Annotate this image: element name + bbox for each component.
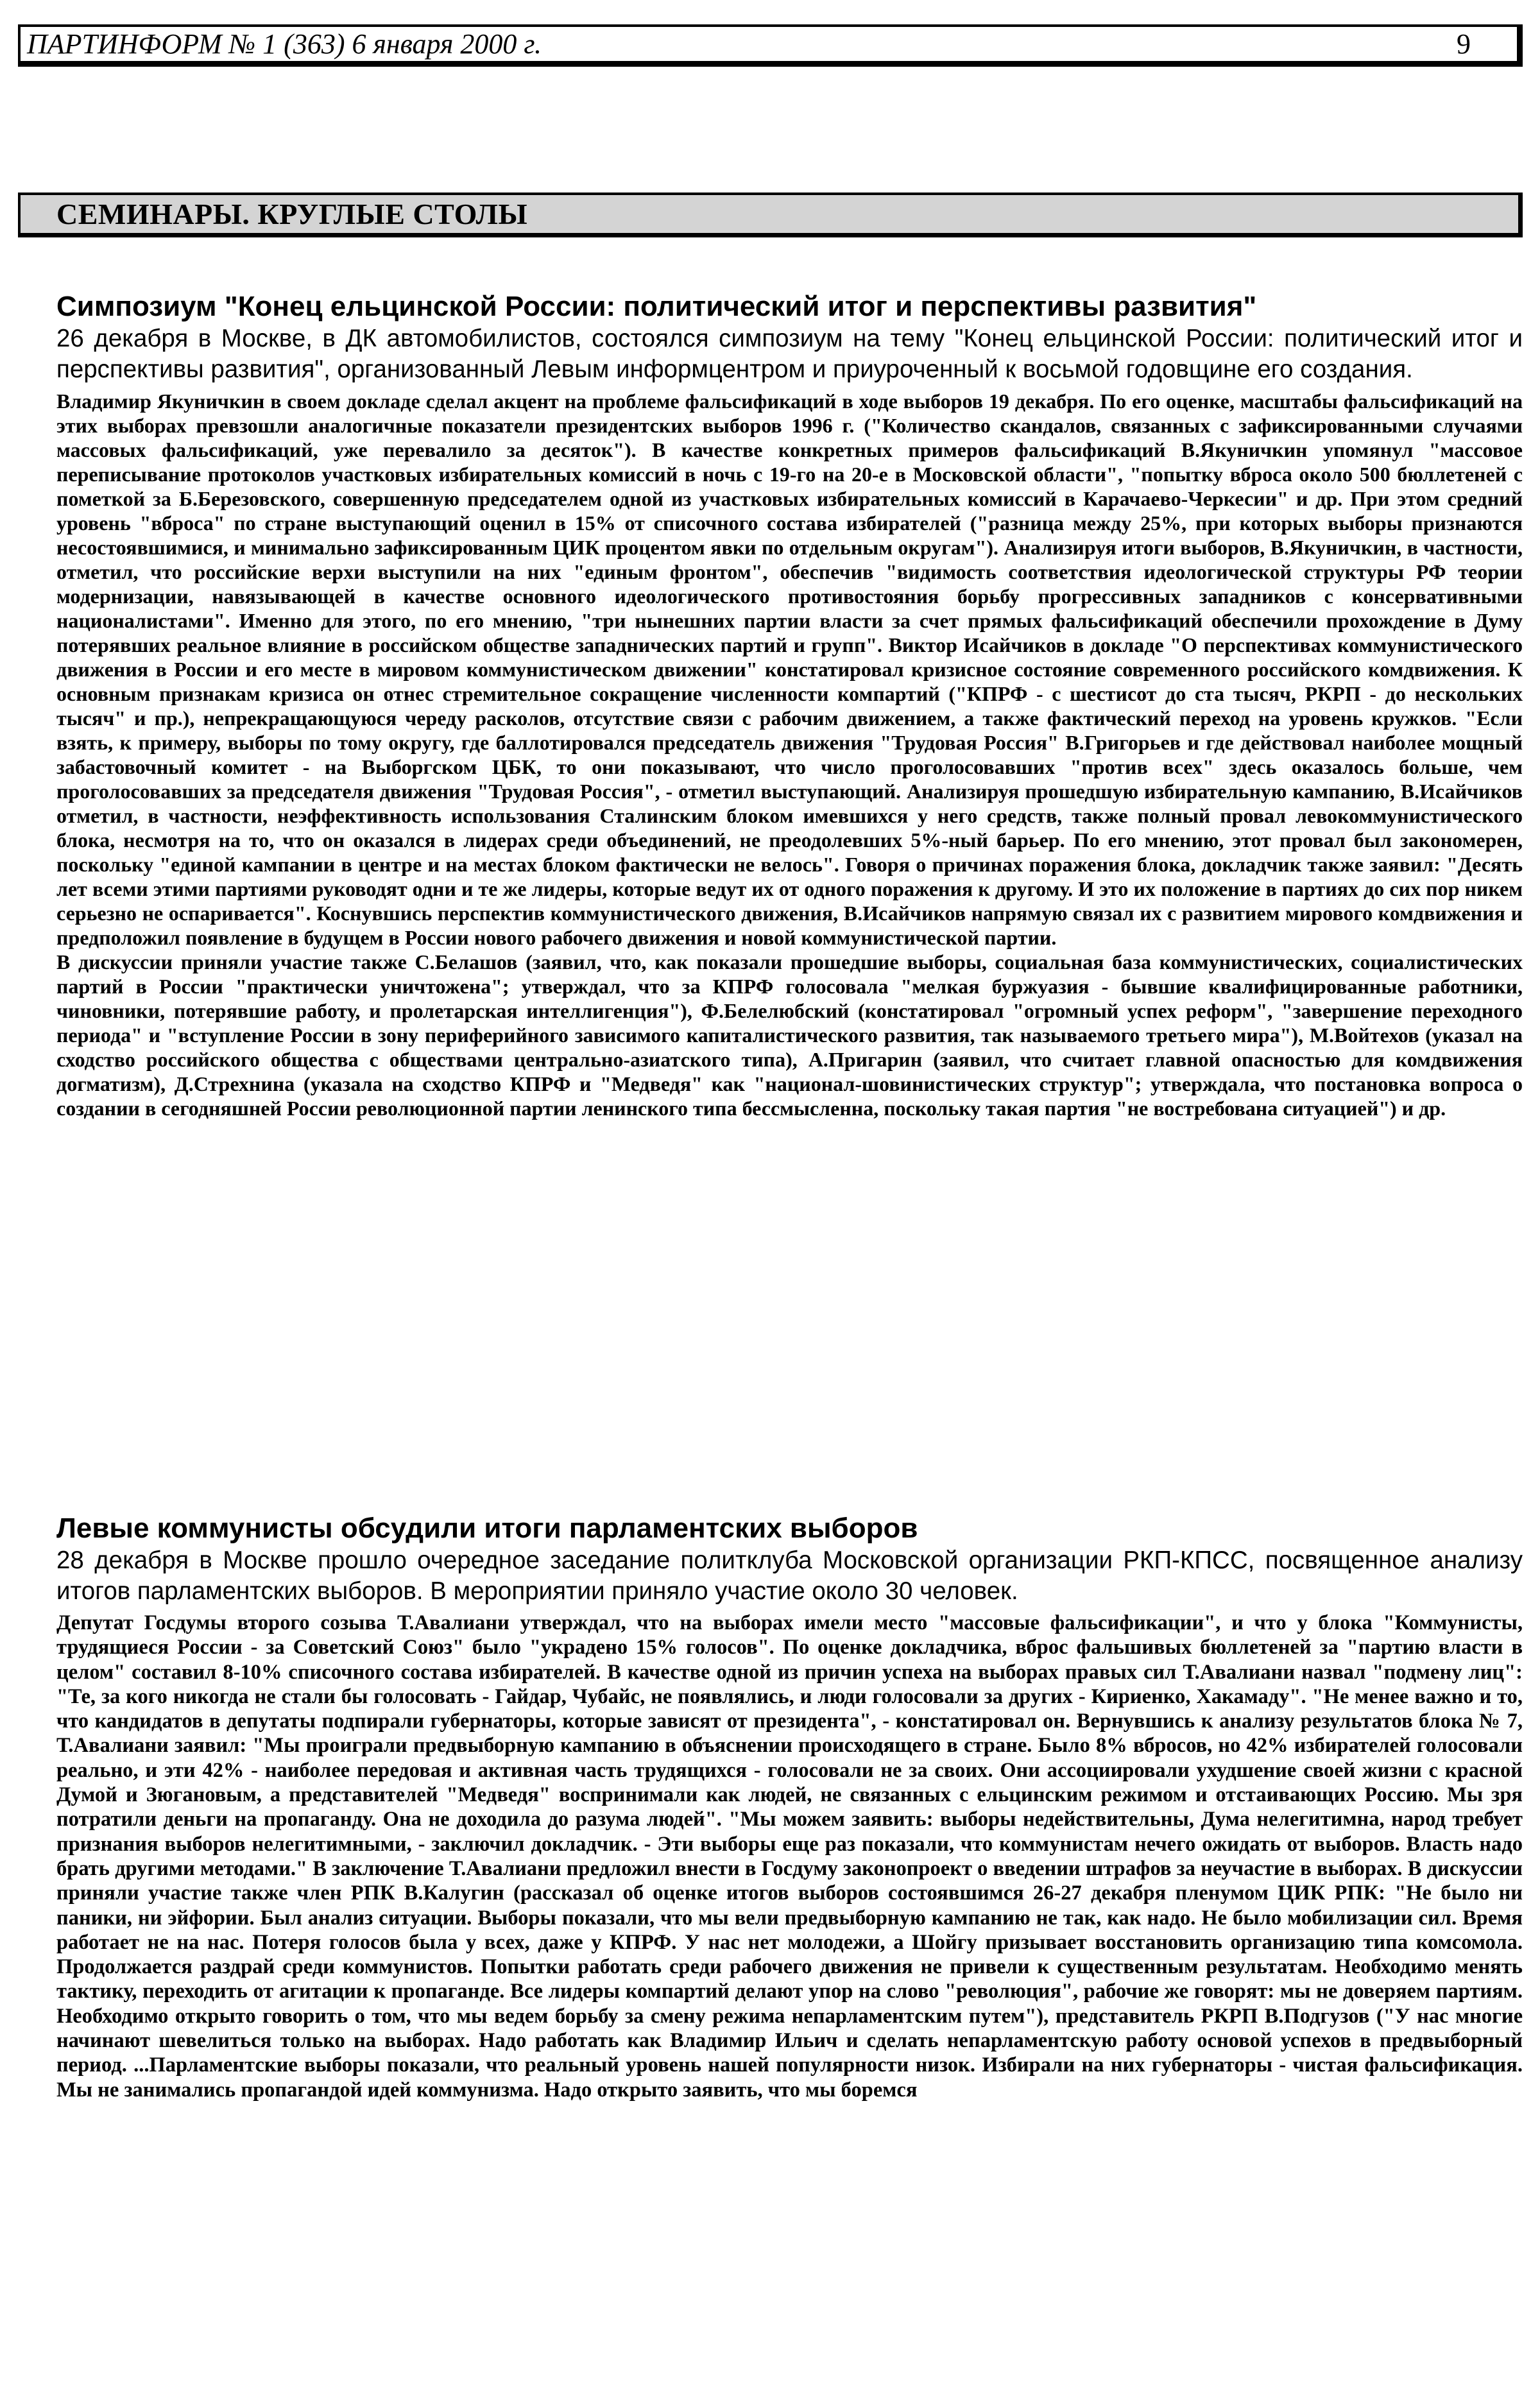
article-paragraph: Депутат Госдумы второго созыва Т.Авалиани утверждал, что на выборах имели место "массовые фальсификации", и что у блока "Коммунисты, трудящиеся России - за Советский Союз" было "украдено 15% голосов". По оценке докладчика, вброс фальшивых бюллетеней за "партию власти в целом" составил 8-10% списочного состава избирателей. В качестве одной из причин успеха на выборах правых сил Т.Авалиани назвал "подмену лиц": "Те, за кого никогда не стали бы голосовать - Гайдар, Чубайс, не появлялись, и люди голосовали за других - Кириенко, Хакамаду". "Не менее важно и то, что кандидатов в депутаты подпирали губернаторы, которые зависят от президента", - констатировал он. Вернувшись к анализу результатов блока № 7, Т.Авалиани заявил: "Мы проиграли предвыборную кампанию в объяснении происходящего в стране. Было 8% вбросов, но 42% избирателей голосовали реально, и эти 42% - наиболее передовая и активная часть трудящихся - голосовали не за своих. Они ассоциировали ухудшение своей жизни с красной Думой и Зюгановым, а представителей "Медведя" воспринимали как людей, не связанных с ельцинским режимом и отстаивающих Россию. Мы зря потратили деньги на пропаганду. Она не доходила до разума людей". "Мы можем заявить: выборы недействительны, Дума нелегитимна, народ требует признания выборов нелегитимными, - заключил докладчик. - Эти выборы еще раз показали, что коммунистам нечего ожидать от выборов. Власть надо брать другими методами." В заключение Т.Авалиани предложил внести в Госдуму законопроект о введении штрафов за неучастие в выборах. В дискуссии приняли участие также член РПК В.Калугин (рассказал об оценке итогов выборов состоявшимся 26-27 декабря пленумом ЦИК РПК: "Не было ни паники, ни эйфории. Был анализ ситуации. Выборы показали, что мы вели предвыборную кампанию не так, как надо. Не было мобилизации сил. Время работает не на нас. Потеря голосов была у всех, даже у КПРФ. У нас нет молодежи, а Шойгу призывает восстановить организацию типа комсомола. Продолжается раздрай среди коммунистов. Попытки работать среди рабочего движения не привели к существенным результатам. Необходимо менять тактику, переходить от агитации к пропаганде. Все лидеры компартий делают упор на слово "революция", рабочие же говорят: мы не доверяем партиям. Необходимо открыто говорить о том, что мы ведем борьбу за смену режима непарламентским путем"), представитель РКРП В.Подгузов ("У нас многие начинают шевелиться только на выборах. Надо работать как Владимир Ильич и сделать непарламентскую работу основой успехов в предвыборный период. ...Парламентские выборы показали, что реальный уровень нашей популярности низок. Избирали на них губернаторы - чистая фальсификация. Мы не занимались пропагандой идей коммунизма. Надо открыто заявить, что мы боремся bbox=[56, 1611, 1523, 2102]
running-header bbox=[18, 24, 1523, 67]
article-headline: Левые коммунисты обсудили итоги парламентских выборов bbox=[56, 1512, 918, 1544]
article-lead: 28 декабря в Москве прошло очередное заседание политклуба Московской организации РКП-КПСС, посвященное анализу итогов парламентских выборов. В мероприятии приняло участие около 30 человек. bbox=[56, 1547, 1523, 1605]
article-paragraph: Владимир Якуничкин в своем докладе сделал акцент на проблеме фальсификаций в ходе выборов 19 декабря. По его оценке, масштабы фальсификаций на этих выборах превзошли аналогичные показатели президентских выборов 1996 г. ("Количество скандалов, связанных с зафиксированными случаями массовых фальсификаций, уже перевалило за десяток"). В качестве конкретных примеров фальсификаций В.Якуничкин упомянул "массовое переписывание протоколов участковых избирательных комиссий в ночь с 19-го на 20-е в Московской области", "попытку вброса около 500 бюллетеней с пометкой за Б.Березовского, совершенную председателем одной из участковых избирательных комиссий в Карачаево-Черкесии" и др. При этом средний уровень "вброса" по стране выступающий оценил в 15% от списочного состава избирателей ("разница между 25%, при которых выборы признаются несостоявшимися, и минимально зафиксированным ЦИК процентом явки по отдельным округам"). Анализируя итоги выборов, В.Якуничкин, в частности, отметил, что российские верхи выступили на них "единым фронтом", обеспечив "видимость соответствия идеологической структуры РФ теории модернизации, навязывающей в качестве основного идеологического противостояния борьбу прогрессивных западников с консервативными националистами". Именно для этого, по его мнению, "три нынешних партии власти за счет прямых фальсификаций обеспечили прохождение в Думу потерявших реальное влияние в российском обществе западнических партий и групп". Виктор Исайчиков в докладе "О перспективах коммунистического движения в России и его месте в мировом коммунистическом движении" констатировал кризисное состояние современного российского комдвижения. К основным признакам кризиса он отнес стремительное сокращение численности компартий ("КПРФ - с шестисот до ста тысяч, РКРП - до нескольких тысяч" и пр.), непрекращающуюся череду расколов, отсутствие связи с рабочим движением, а также фактический переход на уровень кружков. "Если взять, к примеру, выборы по тому округу, где баллотировался председатель движения "Трудовая Россия" В.Григорьев и где действовал наиболее мощный забастовочный комитет - на Выборгском ЦБК, то они показывают, что число проголосовавших "против всех" здесь оказалось больше, чем проголосовавших за председателя движения "Трудовая Россия", - отметил выступающий. Анализируя прошедшую избирательную кампанию, В.Исайчиков отметил, в частности, неэффективность использования Сталинским блоком имевшихся у него средств, также полный провал левокоммунистического блока, несмотря на то, что он оказался в лидерах среди объединений, не преодолевших 5%-ный барьер. По его мнению, этот провал был закономерен, поскольку "единой кампании в центре и на местах блоком фактически не велось". Говоря о причинах поражения блока, докладчик также заявил: "Десять лет всеми этими партиями руководят одни и те же лидеры, которые ведут их от одного поражения к другому. И это их положение в партиях до сих пор никем серьезно не оспаривается". Коснувшись перспектив коммунистического движения, В.Исайчиков напрямую связал их с развитием мирового комдвижения и предположил появление в будущем в России нового рабочего движения и новой коммунистической партии. bbox=[56, 390, 1523, 949]
article-left-communists bbox=[56, 1512, 1523, 2102]
article-symposium bbox=[56, 290, 1523, 1120]
article-headline: Симпозиум "Конец ельцинской России: политический итог и перспективы развития" bbox=[56, 291, 1257, 322]
newspaper-page bbox=[18, 24, 1523, 2102]
page-number: 9 bbox=[1457, 28, 1471, 60]
section-title: СЕМИНАРЫ. КРУГЛЫЕ СТОЛЫ bbox=[18, 193, 1523, 237]
publication-info: ПАРТИНФОРМ № 1 (363) 6 января 2000 г. bbox=[27, 28, 542, 60]
article-paragraph: В дискуссии приняли участие также С.Белашов (заявил, что, как показали прошедшие выборы, социальная база коммунистических, социалистических партий в России "практически уничтожена"; утверждал, что за КПРФ голосовала "мелкая буржуазия - бывшие квалифицированные работники, чиновники, потерявшие работу, и пролетарская интеллигенция"), Ф.Белелюбский (констатировал "огромный успех реформ", "завершение переходного периода" и "вступление России в зону периферийного зависимого капиталистического развития, так называемого третьего мира"), М.Войтехов (указал на сходство российского общества с обществами центрально-азиатского типа), А.Пригарин (заявил, что считает главной опасностью для комдвижения догматизм), Д.Стрехнина (указала на сходство КПРФ и "Медведя" как "национал-шовинистических структур"; утверждала, что постановка вопроса о создании в сегодняшней России революционной партии ленинского типа бессмысленна, поскольку такая партия "не востребована ситуацией") и др. bbox=[56, 950, 1523, 1120]
article-lead: 26 декабря в Москве, в ДК автомобилистов, состоялся симпозиум на тему "Конец ельцинской России: политический итог и перспективы развития", организованный Левым информцентром и приуроченный к восьмой годовщине его создания. bbox=[56, 325, 1523, 383]
